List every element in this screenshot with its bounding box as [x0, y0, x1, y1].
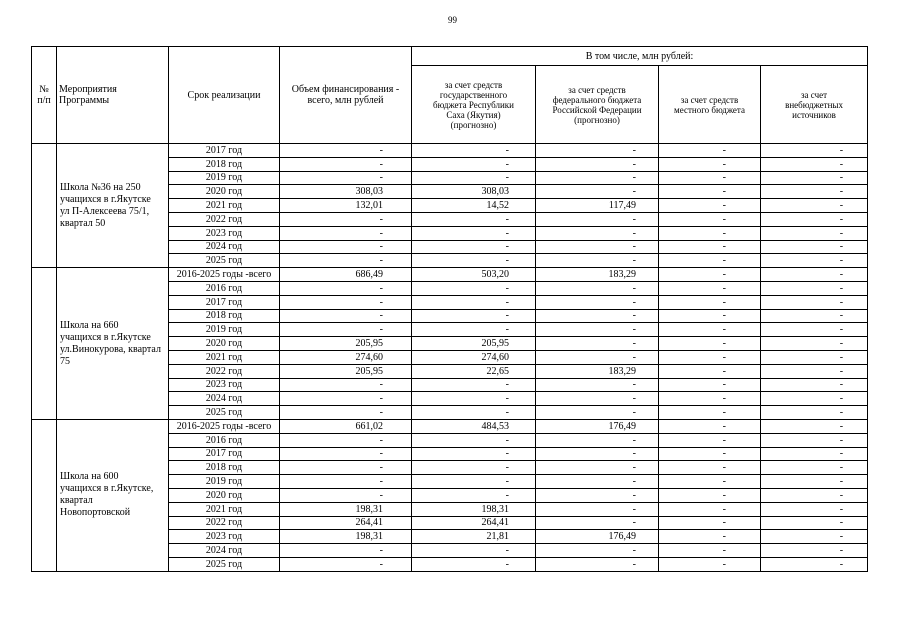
period-cell: 2020 год — [169, 488, 280, 502]
local-cell: - — [659, 378, 761, 392]
local-cell: - — [659, 281, 761, 295]
local-cell: - — [659, 350, 761, 364]
federal-cell: - — [536, 516, 659, 530]
volume-cell: - — [280, 212, 412, 226]
local-cell: - — [659, 447, 761, 461]
federal-cell: - — [536, 350, 659, 364]
federal-cell: - — [536, 281, 659, 295]
volume-cell: - — [280, 254, 412, 268]
period-cell: 2020 год — [169, 185, 280, 199]
local-cell: - — [659, 516, 761, 530]
federal-cell: - — [536, 226, 659, 240]
header-period: Срок реализации — [169, 47, 280, 144]
federal-cell: - — [536, 144, 659, 158]
period-cell: 2025 год — [169, 254, 280, 268]
republic-cell: - — [412, 144, 536, 158]
extra-cell: - — [761, 392, 868, 406]
republic-cell: - — [412, 447, 536, 461]
federal-cell: 183,29 — [536, 268, 659, 282]
event-name: Школа на 600 учащихся в г.Якутске, квартал Новопортовской — [57, 419, 169, 571]
extra-cell: - — [761, 406, 868, 420]
header-federal: за счет средств федерального бюджета Российской Федерации (прогнозно) — [536, 66, 659, 144]
period-cell: 2018 год — [169, 157, 280, 171]
volume-cell: - — [280, 240, 412, 254]
volume-cell: 274,60 — [280, 350, 412, 364]
republic-cell: - — [412, 406, 536, 420]
extra-cell: - — [761, 516, 868, 530]
federal-cell: - — [536, 557, 659, 571]
federal-cell: - — [536, 475, 659, 489]
volume-cell: 264,41 — [280, 516, 412, 530]
federal-cell: 176,49 — [536, 530, 659, 544]
republic-cell: - — [412, 488, 536, 502]
volume-cell: - — [280, 295, 412, 309]
period-cell: 2016-2025 годы -всего — [169, 268, 280, 282]
volume-cell: - — [280, 406, 412, 420]
republic-cell: 198,31 — [412, 502, 536, 516]
local-cell: - — [659, 488, 761, 502]
republic-cell: - — [412, 226, 536, 240]
extra-cell: - — [761, 475, 868, 489]
republic-cell: - — [412, 475, 536, 489]
federal-cell: - — [536, 337, 659, 351]
period-cell: 2021 год — [169, 199, 280, 213]
volume-cell: 686,49 — [280, 268, 412, 282]
extra-cell: - — [761, 502, 868, 516]
header-extra: за счет внебюджетных источников — [761, 66, 868, 144]
event-name: Школа на 660 учащихся в г.Якутске ул.Винокурова, квартал 75 — [57, 268, 169, 420]
local-cell: - — [659, 171, 761, 185]
page-number: 99 — [448, 15, 457, 25]
republic-cell: 484,53 — [412, 419, 536, 433]
republic-cell: 274,60 — [412, 350, 536, 364]
local-cell: - — [659, 557, 761, 571]
period-cell: 2019 год — [169, 171, 280, 185]
volume-cell: - — [280, 433, 412, 447]
period-cell: 2023 год — [169, 378, 280, 392]
extra-cell: - — [761, 323, 868, 337]
period-cell: 2016 год — [169, 281, 280, 295]
period-cell: 2022 год — [169, 516, 280, 530]
header-including: В том числе, млн рублей: — [412, 47, 868, 66]
volume-cell: - — [280, 171, 412, 185]
period-cell: 2019 год — [169, 323, 280, 337]
federal-cell: 183,29 — [536, 364, 659, 378]
volume-cell: 308,03 — [280, 185, 412, 199]
extra-cell: - — [761, 199, 868, 213]
federal-cell: - — [536, 212, 659, 226]
volume-cell: - — [280, 557, 412, 571]
volume-cell: - — [280, 461, 412, 475]
volume-cell: - — [280, 226, 412, 240]
local-cell: - — [659, 475, 761, 489]
federal-cell: 117,49 — [536, 199, 659, 213]
extra-cell: - — [761, 226, 868, 240]
period-cell: 2023 год — [169, 530, 280, 544]
extra-cell: - — [761, 309, 868, 323]
federal-cell: - — [536, 254, 659, 268]
period-cell: 2016-2025 годы -всего — [169, 419, 280, 433]
republic-cell: - — [412, 433, 536, 447]
republic-cell: - — [412, 378, 536, 392]
event-name: Школа №36 на 250 учащихся в г.Якутске ул П-Алексеева 75/1, квартал 50 — [57, 144, 169, 268]
row-number-cell — [32, 268, 57, 420]
federal-cell: - — [536, 185, 659, 199]
federal-cell: - — [536, 295, 659, 309]
republic-cell: 205,95 — [412, 337, 536, 351]
period-cell: 2021 год — [169, 350, 280, 364]
federal-cell: - — [536, 433, 659, 447]
period-cell: 2025 год — [169, 557, 280, 571]
local-cell: - — [659, 406, 761, 420]
federal-cell: - — [536, 544, 659, 558]
republic-cell: - — [412, 240, 536, 254]
federal-cell: 176,49 — [536, 419, 659, 433]
republic-cell: - — [412, 557, 536, 571]
period-cell: 2017 год — [169, 447, 280, 461]
row-number-cell — [32, 419, 57, 571]
federal-cell: - — [536, 157, 659, 171]
local-cell: - — [659, 323, 761, 337]
period-cell: 2024 год — [169, 392, 280, 406]
volume-cell: - — [280, 309, 412, 323]
federal-cell: - — [536, 502, 659, 516]
local-cell: - — [659, 433, 761, 447]
extra-cell: - — [761, 337, 868, 351]
extra-cell: - — [761, 364, 868, 378]
volume-cell: - — [280, 323, 412, 337]
federal-cell: - — [536, 240, 659, 254]
federal-cell: - — [536, 323, 659, 337]
republic-cell: - — [412, 157, 536, 171]
extra-cell: - — [761, 461, 868, 475]
volume-cell: 198,31 — [280, 502, 412, 516]
period-cell: 2018 год — [169, 309, 280, 323]
federal-cell: - — [536, 171, 659, 185]
period-cell: 2020 год — [169, 337, 280, 351]
table-header — [32, 47, 868, 144]
volume-cell: 132,01 — [280, 199, 412, 213]
extra-cell: - — [761, 557, 868, 571]
republic-cell: - — [412, 212, 536, 226]
local-cell: - — [659, 254, 761, 268]
volume-cell: - — [280, 475, 412, 489]
local-cell: - — [659, 144, 761, 158]
extra-cell: - — [761, 144, 868, 158]
republic-cell: 14,52 — [412, 199, 536, 213]
local-cell: - — [659, 212, 761, 226]
period-cell: 2024 год — [169, 544, 280, 558]
republic-cell: - — [412, 295, 536, 309]
period-cell: 2023 год — [169, 226, 280, 240]
republic-cell: 21,81 — [412, 530, 536, 544]
republic-cell: 264,41 — [412, 516, 536, 530]
local-cell: - — [659, 157, 761, 171]
local-cell: - — [659, 185, 761, 199]
extra-cell: - — [761, 530, 868, 544]
table-row — [32, 144, 868, 158]
volume-cell: 661,02 — [280, 419, 412, 433]
period-cell: 2021 год — [169, 502, 280, 516]
local-cell: - — [659, 240, 761, 254]
period-cell: 2025 год — [169, 406, 280, 420]
volume-cell: 198,31 — [280, 530, 412, 544]
extra-cell: - — [761, 157, 868, 171]
period-cell: 2017 год — [169, 144, 280, 158]
volume-cell: - — [280, 392, 412, 406]
extra-cell: - — [761, 433, 868, 447]
extra-cell: - — [761, 212, 868, 226]
header-volume: Объем финансирования - всего, млн рублей — [280, 47, 412, 144]
table-row — [32, 419, 868, 433]
local-cell: - — [659, 530, 761, 544]
header-num: № п/п — [32, 47, 57, 144]
local-cell: - — [659, 461, 761, 475]
local-cell: - — [659, 337, 761, 351]
federal-cell: - — [536, 406, 659, 420]
federal-cell: - — [536, 309, 659, 323]
republic-cell: - — [412, 171, 536, 185]
federal-cell: - — [536, 488, 659, 502]
table-row — [32, 268, 868, 282]
header-local: за счет средств местного бюджета — [659, 66, 761, 144]
volume-cell: - — [280, 378, 412, 392]
volume-cell: 205,95 — [280, 364, 412, 378]
extra-cell: - — [761, 185, 868, 199]
header-event: Мероприятия Программы — [57, 47, 169, 144]
local-cell: - — [659, 419, 761, 433]
volume-cell: - — [280, 281, 412, 295]
extra-cell: - — [761, 350, 868, 364]
volume-cell: - — [280, 157, 412, 171]
local-cell: - — [659, 268, 761, 282]
extra-cell: - — [761, 419, 868, 433]
period-cell: 2022 год — [169, 212, 280, 226]
volume-cell: - — [280, 544, 412, 558]
federal-cell: - — [536, 392, 659, 406]
extra-cell: - — [761, 447, 868, 461]
extra-cell: - — [761, 268, 868, 282]
volume-cell: 205,95 — [280, 337, 412, 351]
extra-cell: - — [761, 378, 868, 392]
republic-cell: 308,03 — [412, 185, 536, 199]
table-body — [32, 144, 868, 572]
local-cell: - — [659, 199, 761, 213]
local-cell: - — [659, 226, 761, 240]
local-cell: - — [659, 392, 761, 406]
extra-cell: - — [761, 171, 868, 185]
volume-cell: - — [280, 447, 412, 461]
federal-cell: - — [536, 461, 659, 475]
volume-cell: - — [280, 144, 412, 158]
period-cell: 2016 год — [169, 433, 280, 447]
header-republic: за счет средств государственного бюджета Республики Саха (Якутия) (прогнозно) — [412, 66, 536, 144]
extra-cell: - — [761, 281, 868, 295]
period-cell: 2024 год — [169, 240, 280, 254]
extra-cell: - — [761, 488, 868, 502]
local-cell: - — [659, 544, 761, 558]
local-cell: - — [659, 309, 761, 323]
local-cell: - — [659, 295, 761, 309]
republic-cell: - — [412, 281, 536, 295]
republic-cell: 503,20 — [412, 268, 536, 282]
period-cell: 2022 год — [169, 364, 280, 378]
local-cell: - — [659, 364, 761, 378]
period-cell: 2017 год — [169, 295, 280, 309]
republic-cell: - — [412, 323, 536, 337]
extra-cell: - — [761, 295, 868, 309]
extra-cell: - — [761, 544, 868, 558]
republic-cell: - — [412, 254, 536, 268]
financing-table — [31, 46, 868, 572]
republic-cell: 22,65 — [412, 364, 536, 378]
extra-cell: - — [761, 254, 868, 268]
period-cell: 2019 год — [169, 475, 280, 489]
federal-cell: - — [536, 447, 659, 461]
local-cell: - — [659, 502, 761, 516]
republic-cell: - — [412, 392, 536, 406]
extra-cell: - — [761, 240, 868, 254]
republic-cell: - — [412, 309, 536, 323]
republic-cell: - — [412, 461, 536, 475]
federal-cell: - — [536, 378, 659, 392]
republic-cell: - — [412, 544, 536, 558]
period-cell: 2018 год — [169, 461, 280, 475]
row-number-cell — [32, 144, 57, 268]
volume-cell: - — [280, 488, 412, 502]
